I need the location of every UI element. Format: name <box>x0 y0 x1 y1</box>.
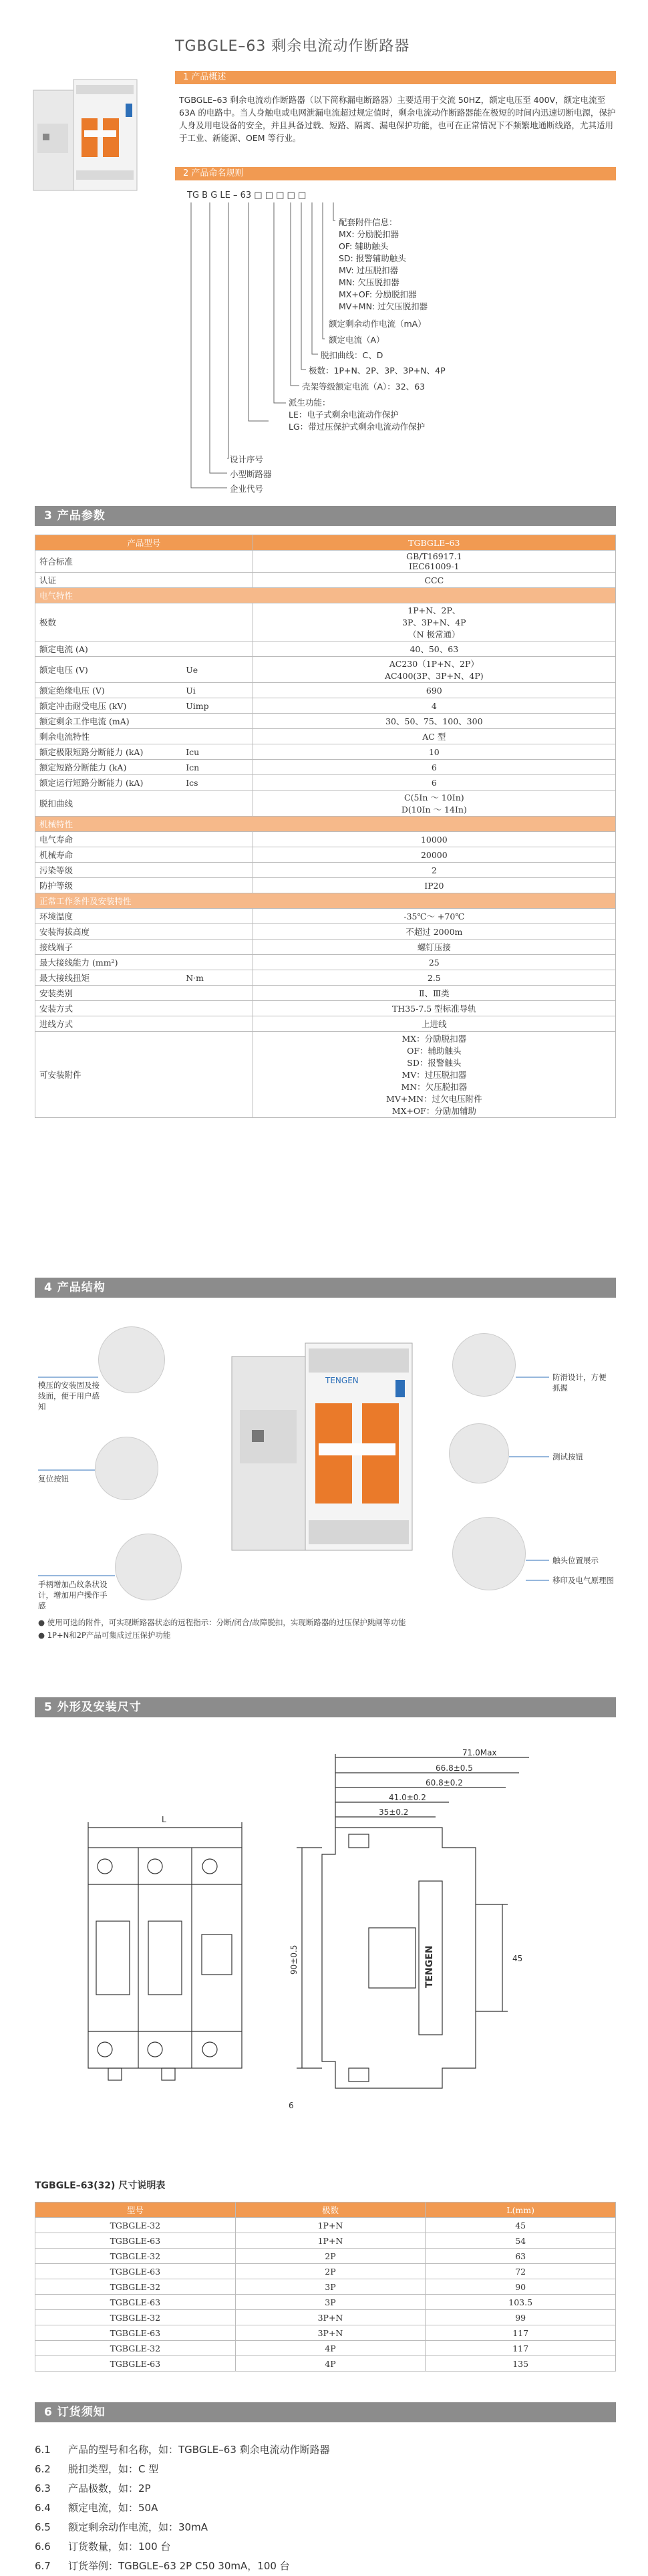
naming-line: LE：电子式剩余电流动作保护 <box>289 410 399 420</box>
spec-row <box>35 641 616 657</box>
dim-cell: 3P+N <box>235 2325 426 2341</box>
naming-line: 脱扣曲线：C、D <box>321 350 383 360</box>
spec-label: 可安装附件 <box>35 1032 186 1118</box>
dim-row <box>35 2310 616 2325</box>
spec-label: 最大接线扭矩 <box>35 970 186 986</box>
dim-cell: TGBGLE-32 <box>35 2310 236 2325</box>
spec-group-row <box>35 893 616 909</box>
spec-symbol <box>186 1016 253 1032</box>
spec-symbol <box>186 940 253 955</box>
dim-table-header: 型号 <box>35 2202 236 2218</box>
dim-label: 60.8±0.2 <box>426 1778 463 1787</box>
spec-value: AC230（1P+N、2P） AC400(3P、3P+N、4P) <box>253 657 615 683</box>
naming-line: MN: 欠压脱扣器 <box>339 277 399 287</box>
spec-label: 剩余电流特性 <box>35 729 186 744</box>
spec-label: 符合标准 <box>35 551 186 573</box>
spec-row <box>35 832 616 847</box>
spec-value: TH35-7.5 型标准导轨 <box>253 1001 615 1016</box>
dim-label: 45 <box>512 1954 523 1963</box>
spec-row <box>35 1016 616 1032</box>
order-item <box>35 2460 330 2479</box>
spec-symbol: Ui <box>186 683 253 698</box>
spec-value: 6 <box>253 760 615 775</box>
spec-row <box>35 657 616 683</box>
spec-symbol: Uimp <box>186 698 253 714</box>
product-photo <box>28 70 145 194</box>
callout-right-4: 移印及电气原理图 <box>552 1576 614 1585</box>
naming-code: TG B G LE – 63 □ □ □ □ □ <box>187 190 307 200</box>
naming-line: MV: 过压脱扣器 <box>339 265 399 275</box>
naming-line: MV+MN: 过欠压脱扣器 <box>339 301 428 311</box>
spec-label: 额定电压 (V) <box>35 657 186 683</box>
spec-row <box>35 1001 616 1016</box>
naming-rules <box>168 190 609 498</box>
dim-cell: TGBGLE-32 <box>35 2341 236 2356</box>
spec-row <box>35 863 616 878</box>
dim-cell: TGBGLE-63 <box>35 2325 236 2341</box>
spec-value: 30、50、75、100、300 <box>253 714 615 729</box>
spec-row <box>35 986 616 1001</box>
spec-symbol <box>186 847 253 863</box>
dim-cell: 3P+N <box>235 2310 426 2325</box>
spec-label: 极数 <box>35 603 186 641</box>
spec-row <box>35 729 616 744</box>
spec-row <box>35 940 616 955</box>
spec-label: 额定短路分断能力 (kA) <box>35 760 186 775</box>
dim-table-header: 极数 <box>235 2202 426 2218</box>
dim-cell: 90 <box>426 2279 616 2295</box>
dim-cell: 4P <box>235 2341 426 2356</box>
naming-line: 配套附件信息： <box>339 217 397 227</box>
spec-label: 安装类别 <box>35 986 186 1001</box>
spec-row <box>35 924 616 940</box>
spec-row <box>35 573 616 588</box>
dim-table-title: TGBGLE–63(32) 尺寸说明表 <box>35 2180 166 2191</box>
naming-line: 设计序号 <box>230 454 264 464</box>
order-item <box>35 2537 330 2557</box>
dim-cell: TGBGLE-63 <box>35 2356 236 2372</box>
dim-cell: 72 <box>426 2264 616 2279</box>
dim-row <box>35 2233 616 2249</box>
spec-symbol <box>186 603 253 641</box>
spec-group-label: 电气特性 <box>35 588 616 603</box>
spec-symbol <box>186 955 253 970</box>
structure-note-2: ● 1P+N和2P产品可集成过压保护功能 <box>38 1630 171 1640</box>
spec-label: 环境温度 <box>35 909 186 924</box>
dim-cell: 117 <box>426 2325 616 2341</box>
dim-cell: 103.5 <box>426 2295 616 2310</box>
callout-right-3: 触头位置展示 <box>552 1556 599 1565</box>
spec-row <box>35 847 616 863</box>
spec-value: 40、50、63 <box>253 641 615 657</box>
naming-line: 额定电流（A） <box>329 335 385 345</box>
spec-header-cell: 产品型号 <box>35 535 253 551</box>
dim-label: 35±0.2 <box>379 1808 409 1817</box>
spec-value: 4 <box>253 698 615 714</box>
spec-value: 上进线 <box>253 1016 615 1032</box>
dim-row <box>35 2279 616 2295</box>
spec-symbol <box>186 1001 253 1016</box>
naming-line: OF: 辅助触头 <box>339 241 389 251</box>
order-text: 订货举例：TGBGLE–63 2P C50 30mA，100 台 <box>68 2560 290 2572</box>
dimension-drawing <box>35 1747 616 2162</box>
spec-label: 接线端子 <box>35 940 186 955</box>
spec-label: 脱扣曲线 <box>35 791 186 817</box>
naming-line: 极数：1P+N、2P、3P、3P+N、4P <box>309 366 446 376</box>
spec-symbol <box>186 551 253 573</box>
spec-label: 污染等级 <box>35 863 186 878</box>
spec-symbol <box>186 909 253 924</box>
dim-row <box>35 2325 616 2341</box>
spec-row <box>35 878 616 893</box>
spec-row <box>35 714 616 729</box>
naming-line: MX+OF: 分励脱扣器 <box>339 289 417 299</box>
spec-symbol <box>186 878 253 893</box>
spec-label: 防护等级 <box>35 878 186 893</box>
callout-left-2: 复位按钮 <box>38 1474 69 1483</box>
dim-label-L: L <box>162 1815 166 1824</box>
dim-label: 41.0±0.2 <box>389 1793 426 1802</box>
structure-note-1: ● 使用可选的附件，可实现断路器状态的远程指示：分断/闭合/故障脱扣，实现断路器的过压保护跳闸等功能 <box>38 1618 406 1627</box>
callout-left-1: 模压的安装固及接线面，便于用户感知 <box>38 1381 100 1411</box>
naming-line: SD: 报警辅助触头 <box>339 253 406 263</box>
overview-text: TGBGLE–63 剩余电流动作断路器（以下简称漏电断路器）主要适用于交流 50HZ，额定电压至 400V，额定电流至 63A 的电路中。当人身触电或电网泄漏电流超过规定值时，剩余电流动作断路器能在极短的时间内迅速切断电源，保护人身及用电设备的安全，并且具备过载、短路、隔离、漏电保护功能，也可在正常情况下不频繁地通断线路，尤其适用于工业、新能源、OEM 等行业。 <box>179 95 616 143</box>
leader-lines <box>35 1313 616 1647</box>
spec-value: GB/T16917.1 IEC61009-1 <box>253 551 615 573</box>
order-text: 订货数量，如：100 台 <box>68 2541 171 2553</box>
dim-row <box>35 2295 616 2310</box>
spec-row <box>35 791 616 817</box>
order-text: 产品的型号和名称，如：TGBGLE–63 剩余电流动作断路器 <box>68 2444 330 2456</box>
spec-label: 安装方式 <box>35 1001 186 1016</box>
spec-label: 进线方式 <box>35 1016 186 1032</box>
spec-row <box>35 1032 616 1118</box>
spec-label: 认证 <box>35 573 186 588</box>
spec-symbol <box>186 573 253 588</box>
dim-cell: 135 <box>426 2356 616 2372</box>
section-structure: 4 产品结构 <box>35 1278 616 1298</box>
spec-row <box>35 909 616 924</box>
spec-value: 10000 <box>253 832 615 847</box>
spec-value: 2 <box>253 863 615 878</box>
spec-symbol <box>186 714 253 729</box>
spec-row <box>35 698 616 714</box>
spec-row <box>35 551 616 573</box>
spec-row <box>35 744 616 760</box>
order-number: 6.2 <box>35 2463 51 2475</box>
order-item <box>35 2479 330 2498</box>
dim-cell: TGBGLE-32 <box>35 2279 236 2295</box>
naming-line: 壳架等级额定电流（A）：32、63 <box>302 382 426 392</box>
dim-cell: 2P <box>235 2264 426 2279</box>
spec-value: Ⅱ、Ⅲ类 <box>253 986 615 1001</box>
spec-row <box>35 683 616 698</box>
order-item <box>35 2498 330 2518</box>
spec-value: 25 <box>253 955 615 970</box>
spec-label: 额定运行短路分断能力 (kA) <box>35 775 186 791</box>
order-list <box>35 2440 330 2576</box>
dim-cell: 1P+N <box>235 2218 426 2233</box>
dim-cell: TGBGLE-32 <box>35 2249 236 2264</box>
callout-left-3: 手柄增加凸纹条状设计，增加用户操作手感 <box>38 1580 108 1610</box>
spec-symbol: Icn <box>186 760 253 775</box>
spec-value: AC 型 <box>253 729 615 744</box>
spec-label: 安装海拔高度 <box>35 924 186 940</box>
dim-row <box>35 2264 616 2279</box>
spec-label: 额定绝缘电压 (V) <box>35 683 186 698</box>
order-number: 6.6 <box>35 2541 51 2553</box>
order-item <box>35 2440 330 2460</box>
spec-symbol <box>186 1032 253 1118</box>
naming-line: 额定剩余动作电流（mA） <box>329 319 426 329</box>
dim-table-header: L(mm) <box>426 2202 616 2218</box>
spec-value: -35℃～ +70℃ <box>253 909 615 924</box>
order-text: 脱扣类型，如：C 型 <box>68 2463 159 2475</box>
order-text: 额定剩余动作电流，如：30mA <box>68 2521 208 2533</box>
spec-symbol <box>186 641 253 657</box>
spec-value: CCC <box>253 573 615 588</box>
order-text: 额定电流，如：50A <box>68 2502 158 2514</box>
spec-row <box>35 970 616 986</box>
dim-cell: 4P <box>235 2356 426 2372</box>
dim-label: 71.0Max <box>462 1748 497 1757</box>
spec-label: 电气寿命 <box>35 832 186 847</box>
dim-row <box>35 2249 616 2264</box>
drawing-brand: TENGEN <box>424 1945 435 1988</box>
spec-symbol <box>186 986 253 1001</box>
spec-header-cell: TGBGLE–63 <box>253 535 615 551</box>
spec-table <box>35 535 616 1118</box>
spec-value: 20000 <box>253 847 615 863</box>
dim-cell: 2P <box>235 2249 426 2264</box>
spec-label: 额定冲击耐受电压 (kV) <box>35 698 186 714</box>
spec-value: 690 <box>253 683 615 698</box>
spec-value: 6 <box>253 775 615 791</box>
order-number: 6.3 <box>35 2482 51 2494</box>
dim-cell: 99 <box>426 2310 616 2325</box>
spec-row <box>35 775 616 791</box>
spec-row <box>35 955 616 970</box>
order-item <box>35 2557 330 2576</box>
naming-line: 小型断路器 <box>230 469 272 479</box>
order-text: 产品极数，如：2P <box>68 2482 151 2494</box>
dim-row <box>35 2356 616 2372</box>
page-title: TGBGLE–63 剩余电流动作断路器 <box>175 38 410 55</box>
order-item <box>35 2518 330 2537</box>
spec-symbol <box>186 729 253 744</box>
order-number: 6.5 <box>35 2521 51 2533</box>
naming-line: MX: 分励脱扣器 <box>339 229 399 239</box>
dim-cell: 3P <box>235 2295 426 2310</box>
spec-symbol: Icu <box>186 744 253 760</box>
dim-label: 66.8±0.5 <box>436 1763 473 1773</box>
spec-symbol: Ics <box>186 775 253 791</box>
spec-label: 机械寿命 <box>35 847 186 863</box>
dim-cell: 45 <box>426 2218 616 2233</box>
spec-symbol: Ue <box>186 657 253 683</box>
dim-cell: 3P <box>235 2279 426 2295</box>
dim-row <box>35 2341 616 2356</box>
spec-symbol: N·m <box>186 970 253 986</box>
order-number: 6.4 <box>35 2502 51 2514</box>
section-dims: 5 外形及安装尺寸 <box>35 1697 616 1717</box>
dim-cell: 63 <box>426 2249 616 2264</box>
structure-diagram <box>35 1313 616 1647</box>
spec-value: IP20 <box>253 878 615 893</box>
spec-label: 额定电流 (A) <box>35 641 186 657</box>
spec-group-label: 机械特性 <box>35 817 616 832</box>
spec-group-label: 正常工作条件及安装特性 <box>35 893 616 909</box>
spec-symbol <box>186 924 253 940</box>
spec-symbol <box>186 863 253 878</box>
dim-cell: TGBGLE-32 <box>35 2218 236 2233</box>
section-tag-naming: 2 产品命名规则 <box>175 167 616 180</box>
naming-line: 派生功能： <box>289 398 331 408</box>
naming-line: 企业代号 <box>230 484 264 494</box>
dim-label: 90±0.5 <box>289 1945 299 1975</box>
spec-row <box>35 603 616 641</box>
spec-label: 最大接线能力 (mm²) <box>35 955 186 970</box>
dim-row <box>35 2218 616 2233</box>
order-number: 6.7 <box>35 2560 51 2572</box>
naming-line: LG：带过压保护式剩余电流动作保护 <box>289 422 426 432</box>
spec-symbol <box>186 832 253 847</box>
spec-value: 不超过 2000m <box>253 924 615 940</box>
spec-symbol <box>186 791 253 817</box>
spec-value: C(5In ～ 10In) D(10In ～ 14In) <box>253 791 615 817</box>
spec-label: 额定极限短路分断能力 (kA) <box>35 744 186 760</box>
callout-right-2: 测试按钮 <box>552 1452 583 1461</box>
dim-cell: TGBGLE-63 <box>35 2264 236 2279</box>
dim-cell: TGBGLE-63 <box>35 2233 236 2249</box>
section-tag-overview: 1 产品概述 <box>175 71 616 84</box>
section-order: 6 订货须知 <box>35 2402 616 2422</box>
dim-cell: 54 <box>426 2233 616 2249</box>
dim-cell: 1P+N <box>235 2233 426 2249</box>
spec-value: 2.5 <box>253 970 615 986</box>
dim-cell: 117 <box>426 2341 616 2356</box>
dim-table <box>35 2202 616 2372</box>
spec-row <box>35 760 616 775</box>
order-number: 6.1 <box>35 2444 51 2456</box>
spec-label: 额定剩余工作电流 (mA) <box>35 714 186 729</box>
spec-value: 1P+N、2P、 3P、3P+N、4P （N 极常通） <box>253 603 615 641</box>
callout-right-1: 防滑设计，方便抓握 <box>552 1373 607 1393</box>
dim-label: 6 <box>289 2101 294 2110</box>
spec-group-row <box>35 588 616 603</box>
spec-value: MX：分励脱扣器 OF：辅助触头 SD：报警触头 MV：过压脱扣器 MN：欠压脱扣器 MV+MN：过欠电压附件 MX+OF：分励加辅助 <box>253 1032 615 1118</box>
brand-mark: TENGEN <box>325 1376 359 1385</box>
spec-value: 螺钉压接 <box>253 940 615 955</box>
spec-value: 10 <box>253 744 615 760</box>
spec-group-row <box>35 817 616 832</box>
section-params: 3 产品参数 <box>35 506 616 526</box>
dim-cell: TGBGLE-63 <box>35 2295 236 2310</box>
